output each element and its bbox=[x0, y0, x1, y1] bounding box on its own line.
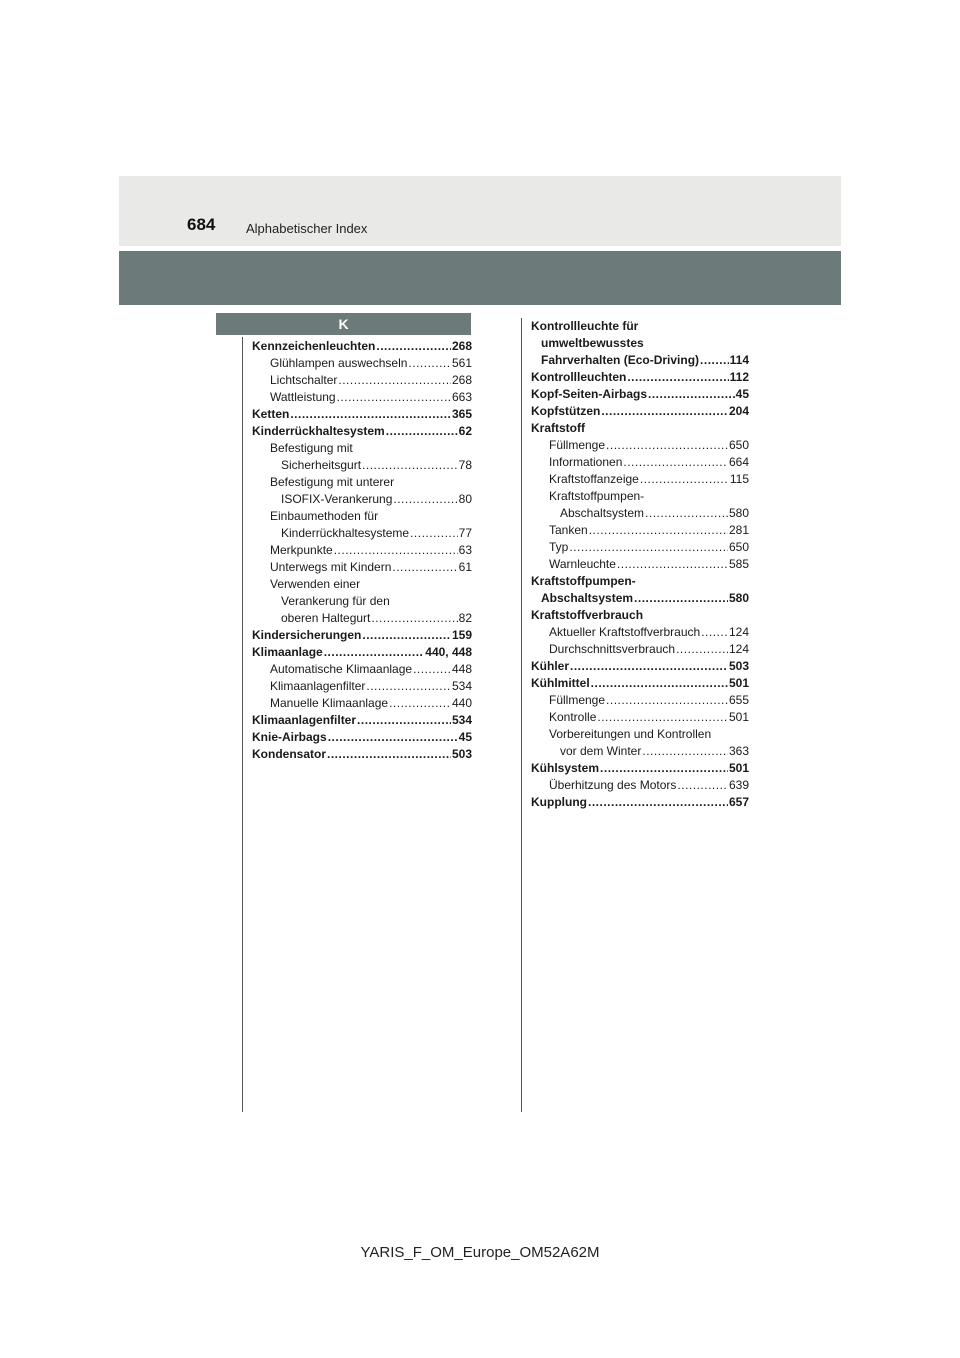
index-entry[interactable] bbox=[531, 743, 749, 760]
index-entry-label: Kühlmittel bbox=[531, 676, 590, 690]
index-entry[interactable] bbox=[531, 488, 749, 505]
index-entry[interactable] bbox=[531, 726, 749, 743]
index-entry-label: Verwenden einer bbox=[270, 577, 361, 591]
index-entry[interactable] bbox=[252, 644, 472, 661]
index-entry[interactable] bbox=[252, 355, 472, 372]
index-entry-page[interactable]: 639 bbox=[728, 778, 749, 792]
index-entry[interactable] bbox=[252, 406, 472, 423]
index-entry-label: Lichtschalter bbox=[270, 373, 338, 387]
dot-leader bbox=[362, 457, 458, 474]
index-entry-page[interactable]: 664 bbox=[728, 455, 749, 469]
index-entry-label: Kopf-Seiten-Airbags bbox=[531, 387, 648, 401]
dot-leader bbox=[413, 661, 451, 678]
dot-leader bbox=[328, 729, 458, 746]
dot-leader bbox=[591, 675, 728, 692]
index-entry[interactable] bbox=[531, 794, 749, 811]
index-entry[interactable] bbox=[531, 420, 749, 437]
page-title: Alphabetischer Index bbox=[246, 221, 368, 236]
dot-leader bbox=[677, 777, 728, 794]
index-entry-label: Merkpunkte bbox=[270, 543, 333, 557]
index-entry-label: Fahrverhalten (Eco-Driving) bbox=[541, 353, 700, 367]
index-entry-page[interactable]: 112 bbox=[729, 370, 749, 384]
index-entry[interactable] bbox=[252, 661, 472, 678]
index-entry[interactable] bbox=[531, 692, 749, 709]
index-entry-label: Wattleistung bbox=[270, 390, 336, 404]
index-entry-label: oberen Haltegurt bbox=[281, 611, 371, 625]
index-entry[interactable] bbox=[531, 437, 749, 454]
dot-leader bbox=[337, 389, 451, 406]
index-entry-label: Kinderrückhaltesystem bbox=[252, 424, 385, 438]
index-entry-page[interactable]: 124 bbox=[728, 642, 749, 656]
index-entry[interactable] bbox=[531, 318, 749, 335]
index-entry-page[interactable]: 78 bbox=[458, 458, 472, 472]
dot-leader bbox=[700, 352, 729, 369]
index-entry-label: Warnleuchte bbox=[549, 557, 616, 571]
index-entry-label: Einbaumethoden für bbox=[270, 509, 379, 523]
index-column-left bbox=[252, 338, 472, 763]
index-entry[interactable] bbox=[531, 403, 749, 420]
index-entry[interactable] bbox=[531, 777, 749, 794]
index-entry-label: Füllmenge bbox=[549, 693, 606, 707]
index-entry-label: Befestigung mit bbox=[270, 441, 353, 455]
index-entry-page[interactable]: 80 bbox=[458, 492, 472, 506]
dot-leader bbox=[640, 471, 729, 488]
index-entry-label: Überhitzung des Motors bbox=[549, 778, 677, 792]
dot-leader bbox=[389, 695, 451, 712]
index-entry[interactable] bbox=[531, 607, 749, 624]
index-entry-label: Kraftstoff bbox=[531, 421, 585, 435]
index-entry[interactable] bbox=[531, 454, 749, 471]
index-entry[interactable] bbox=[531, 590, 749, 607]
index-entry-page[interactable]: 268 bbox=[451, 373, 472, 387]
index-entry[interactable] bbox=[531, 539, 749, 556]
index-entry[interactable] bbox=[252, 491, 472, 508]
index-entry[interactable] bbox=[531, 658, 749, 675]
index-entry-label: Typ bbox=[549, 540, 569, 554]
index-entry-label: umweltbewusstes bbox=[541, 336, 644, 350]
header-bar bbox=[119, 176, 841, 246]
index-entry[interactable] bbox=[531, 505, 749, 522]
index-entry-label: Kraftstoffverbrauch bbox=[531, 608, 644, 622]
index-entry-page[interactable]: 124 bbox=[728, 625, 749, 639]
index-entry-label: Glühlampen auswechseln bbox=[270, 356, 408, 370]
index-entry-label: Manuelle Klimaanlage bbox=[270, 696, 389, 710]
index-entry-page[interactable]: 440, 448 bbox=[425, 645, 472, 659]
index-entry-label: Kraftstoffpumpen- bbox=[549, 489, 645, 503]
dot-leader bbox=[357, 712, 451, 729]
index-entry-label: Sicherheitsgurt bbox=[281, 458, 362, 472]
dot-leader bbox=[617, 556, 728, 573]
index-entry-label: Füllmenge bbox=[549, 438, 606, 452]
index-entry-label: Verankerung für den bbox=[281, 594, 390, 608]
dot-leader bbox=[627, 369, 728, 386]
index-entry[interactable] bbox=[531, 760, 749, 777]
section-letter: K bbox=[216, 313, 471, 335]
index-entry[interactable] bbox=[252, 576, 472, 593]
index-entry-label: Kinderrückhaltesysteme bbox=[281, 526, 410, 540]
index-entry[interactable] bbox=[531, 335, 749, 352]
index-entry-label: Kontrolle bbox=[549, 710, 597, 724]
dot-leader bbox=[597, 709, 728, 726]
dot-leader bbox=[623, 454, 728, 471]
index-entry-page[interactable]: 585 bbox=[728, 557, 749, 571]
dot-leader bbox=[371, 610, 457, 627]
index-entry[interactable] bbox=[252, 525, 472, 542]
index-entry-page[interactable]: 655 bbox=[728, 693, 749, 707]
index-entry[interactable] bbox=[531, 386, 749, 403]
index-entry-label: Kraftstoffpumpen- bbox=[531, 574, 636, 588]
dot-leader bbox=[676, 641, 728, 658]
index-entry-label: Kupplung bbox=[531, 795, 587, 809]
index-entry[interactable] bbox=[531, 709, 749, 726]
index-entry[interactable] bbox=[531, 556, 749, 573]
dot-leader bbox=[600, 760, 728, 777]
index-entry-label: Informationen bbox=[549, 455, 623, 469]
page-number: 684 bbox=[187, 215, 216, 234]
index-entry-label: Kennzeichenleuchten bbox=[252, 339, 376, 353]
index-entry-label: ISOFIX-Verankerung bbox=[281, 492, 393, 506]
index-entry-page[interactable]: 503 bbox=[728, 659, 749, 673]
index-entry-page[interactable]: 363 bbox=[728, 744, 749, 758]
index-entry-page[interactable]: 63 bbox=[458, 543, 472, 557]
index-entry[interactable] bbox=[531, 675, 749, 692]
index-entry[interactable] bbox=[252, 474, 472, 491]
index-entry[interactable] bbox=[252, 695, 472, 712]
index-entry-label: Ketten bbox=[252, 407, 290, 421]
index-entry-page[interactable]: 61 bbox=[458, 560, 472, 574]
index-entry-page[interactable]: 440 bbox=[451, 696, 472, 710]
index-entry-label: Kindersicherungen bbox=[252, 628, 362, 642]
index-entry-page[interactable]: 657 bbox=[728, 795, 749, 809]
index-entry[interactable] bbox=[252, 389, 472, 406]
index-entry[interactable] bbox=[252, 338, 472, 355]
index-entry-page[interactable]: 650 bbox=[728, 540, 749, 554]
index-entry-label: Kontrollleuchte für bbox=[531, 319, 639, 333]
dot-leader bbox=[645, 505, 728, 522]
dot-leader bbox=[569, 539, 728, 556]
index-entry[interactable] bbox=[531, 641, 749, 658]
index-entry-page[interactable]: 580 bbox=[728, 591, 749, 605]
column-divider-right bbox=[521, 318, 522, 1112]
index-entry-label: Abschaltsystem bbox=[560, 506, 645, 520]
dot-leader bbox=[570, 658, 728, 675]
index-entry[interactable] bbox=[252, 440, 472, 457]
index-entry[interactable] bbox=[531, 624, 749, 641]
index-entry-page[interactable]: 114 bbox=[729, 353, 749, 367]
index-entry-label: Automatische Klimaanlage bbox=[270, 662, 413, 676]
index-entry-page[interactable]: 503 bbox=[451, 747, 472, 761]
index-entry-label: Durchschnittsverbrauch bbox=[549, 642, 676, 656]
index-entry-page[interactable]: 82 bbox=[458, 611, 472, 625]
dot-leader bbox=[601, 403, 728, 420]
dot-leader bbox=[393, 491, 457, 508]
dot-leader bbox=[366, 678, 451, 695]
index-entry-label: Kühlsystem bbox=[531, 761, 600, 775]
index-entry[interactable] bbox=[252, 508, 472, 525]
index-entry-page[interactable]: 501 bbox=[728, 710, 749, 724]
index-entry[interactable] bbox=[531, 522, 749, 539]
dot-leader bbox=[634, 590, 728, 607]
index-entry-label: Klimaanlagenfilter bbox=[252, 713, 357, 727]
index-entry-label: Tanken bbox=[549, 523, 588, 537]
index-entry-label: Klimaanlage bbox=[252, 645, 323, 659]
index-entry[interactable] bbox=[252, 457, 472, 474]
index-entry-page[interactable]: 77 bbox=[458, 526, 472, 540]
index-entry[interactable] bbox=[531, 471, 749, 488]
dot-leader bbox=[327, 746, 451, 763]
dot-leader bbox=[386, 423, 458, 440]
index-entry-label: Knie-Airbags bbox=[252, 730, 327, 744]
index-entry-page[interactable]: 663 bbox=[451, 390, 472, 404]
index-entry[interactable] bbox=[531, 352, 749, 369]
index-column-right bbox=[531, 318, 749, 811]
index-entry-label: Kraftstoffanzeige bbox=[549, 472, 639, 486]
index-entry-page[interactable]: 650 bbox=[728, 438, 749, 452]
index-entry-page[interactable]: 159 bbox=[451, 628, 472, 642]
dot-leader bbox=[408, 355, 451, 372]
dot-leader bbox=[701, 624, 728, 641]
index-entry-label: Kopfstützen bbox=[531, 404, 601, 418]
index-entry[interactable] bbox=[252, 372, 472, 389]
index-entry[interactable] bbox=[252, 627, 472, 644]
index-entry[interactable] bbox=[252, 610, 472, 627]
index-entry[interactable] bbox=[252, 729, 472, 746]
document-footer: YARIS_F_OM_Europe_OM52A62M bbox=[360, 1244, 600, 1261]
dot-leader bbox=[606, 692, 728, 709]
index-entry-page[interactable]: 281 bbox=[728, 523, 749, 537]
index-entry-page[interactable]: 534 bbox=[451, 679, 472, 693]
index-entry-label: vor dem Winter bbox=[560, 744, 642, 758]
index-entry-page[interactable]: 365 bbox=[451, 407, 472, 421]
column-divider-left bbox=[242, 337, 243, 1112]
index-entry-page[interactable]: 534 bbox=[451, 713, 472, 727]
index-entry-label: Kondensator bbox=[252, 747, 327, 761]
index-entry[interactable] bbox=[252, 678, 472, 695]
index-entry-label: Kühler bbox=[531, 659, 570, 673]
index-entry[interactable] bbox=[252, 559, 472, 576]
header-band bbox=[119, 251, 841, 305]
index-entry[interactable] bbox=[252, 423, 472, 440]
dot-leader bbox=[648, 386, 735, 403]
index-entry-label: Befestigung mit unterer bbox=[270, 475, 395, 489]
dot-leader bbox=[338, 372, 451, 389]
dot-leader bbox=[588, 794, 728, 811]
index-entry-label: Unterwegs mit Kindern bbox=[270, 560, 392, 574]
index-entry-page[interactable]: 448 bbox=[451, 662, 472, 676]
index-entry-label: Vorbereitungen und Kontrollen bbox=[549, 727, 712, 741]
dot-leader bbox=[642, 743, 728, 760]
index-entry-page[interactable]: 268 bbox=[451, 339, 472, 353]
dot-leader bbox=[334, 542, 458, 559]
index-entry-page[interactable]: 204 bbox=[728, 404, 749, 418]
index-entry-page[interactable]: 561 bbox=[451, 356, 472, 370]
index-entry-page[interactable]: 501 bbox=[728, 676, 749, 690]
index-entry-page[interactable]: 580 bbox=[728, 506, 749, 520]
index-entry[interactable] bbox=[252, 593, 472, 610]
index-entry-page[interactable]: 45 bbox=[735, 387, 749, 401]
index-entry-page[interactable]: 45 bbox=[458, 730, 472, 744]
index-entry[interactable] bbox=[531, 573, 749, 590]
index-entry[interactable] bbox=[531, 369, 749, 386]
dot-leader bbox=[410, 525, 458, 542]
index-entry-label: Kontrollleuchten bbox=[531, 370, 627, 384]
dot-leader bbox=[589, 522, 728, 539]
index-entry-page[interactable]: 501 bbox=[728, 761, 749, 775]
dot-leader bbox=[362, 627, 451, 644]
dot-leader bbox=[376, 338, 451, 355]
index-entry-label: Aktueller Kraftstoffverbrauch bbox=[549, 625, 701, 639]
dot-leader bbox=[392, 559, 457, 576]
index-entry-label: Klimaanlagenfilter bbox=[270, 679, 366, 693]
index-entry-page[interactable]: 62 bbox=[458, 424, 472, 438]
dot-leader bbox=[606, 437, 728, 454]
index-entry[interactable] bbox=[252, 542, 472, 559]
index-entry-label: Abschaltsystem bbox=[541, 591, 634, 605]
dot-leader bbox=[324, 644, 425, 661]
dot-leader bbox=[290, 406, 451, 423]
index-entry[interactable] bbox=[252, 712, 472, 729]
index-entry-page[interactable]: 115 bbox=[729, 472, 749, 486]
index-entry[interactable] bbox=[252, 746, 472, 763]
